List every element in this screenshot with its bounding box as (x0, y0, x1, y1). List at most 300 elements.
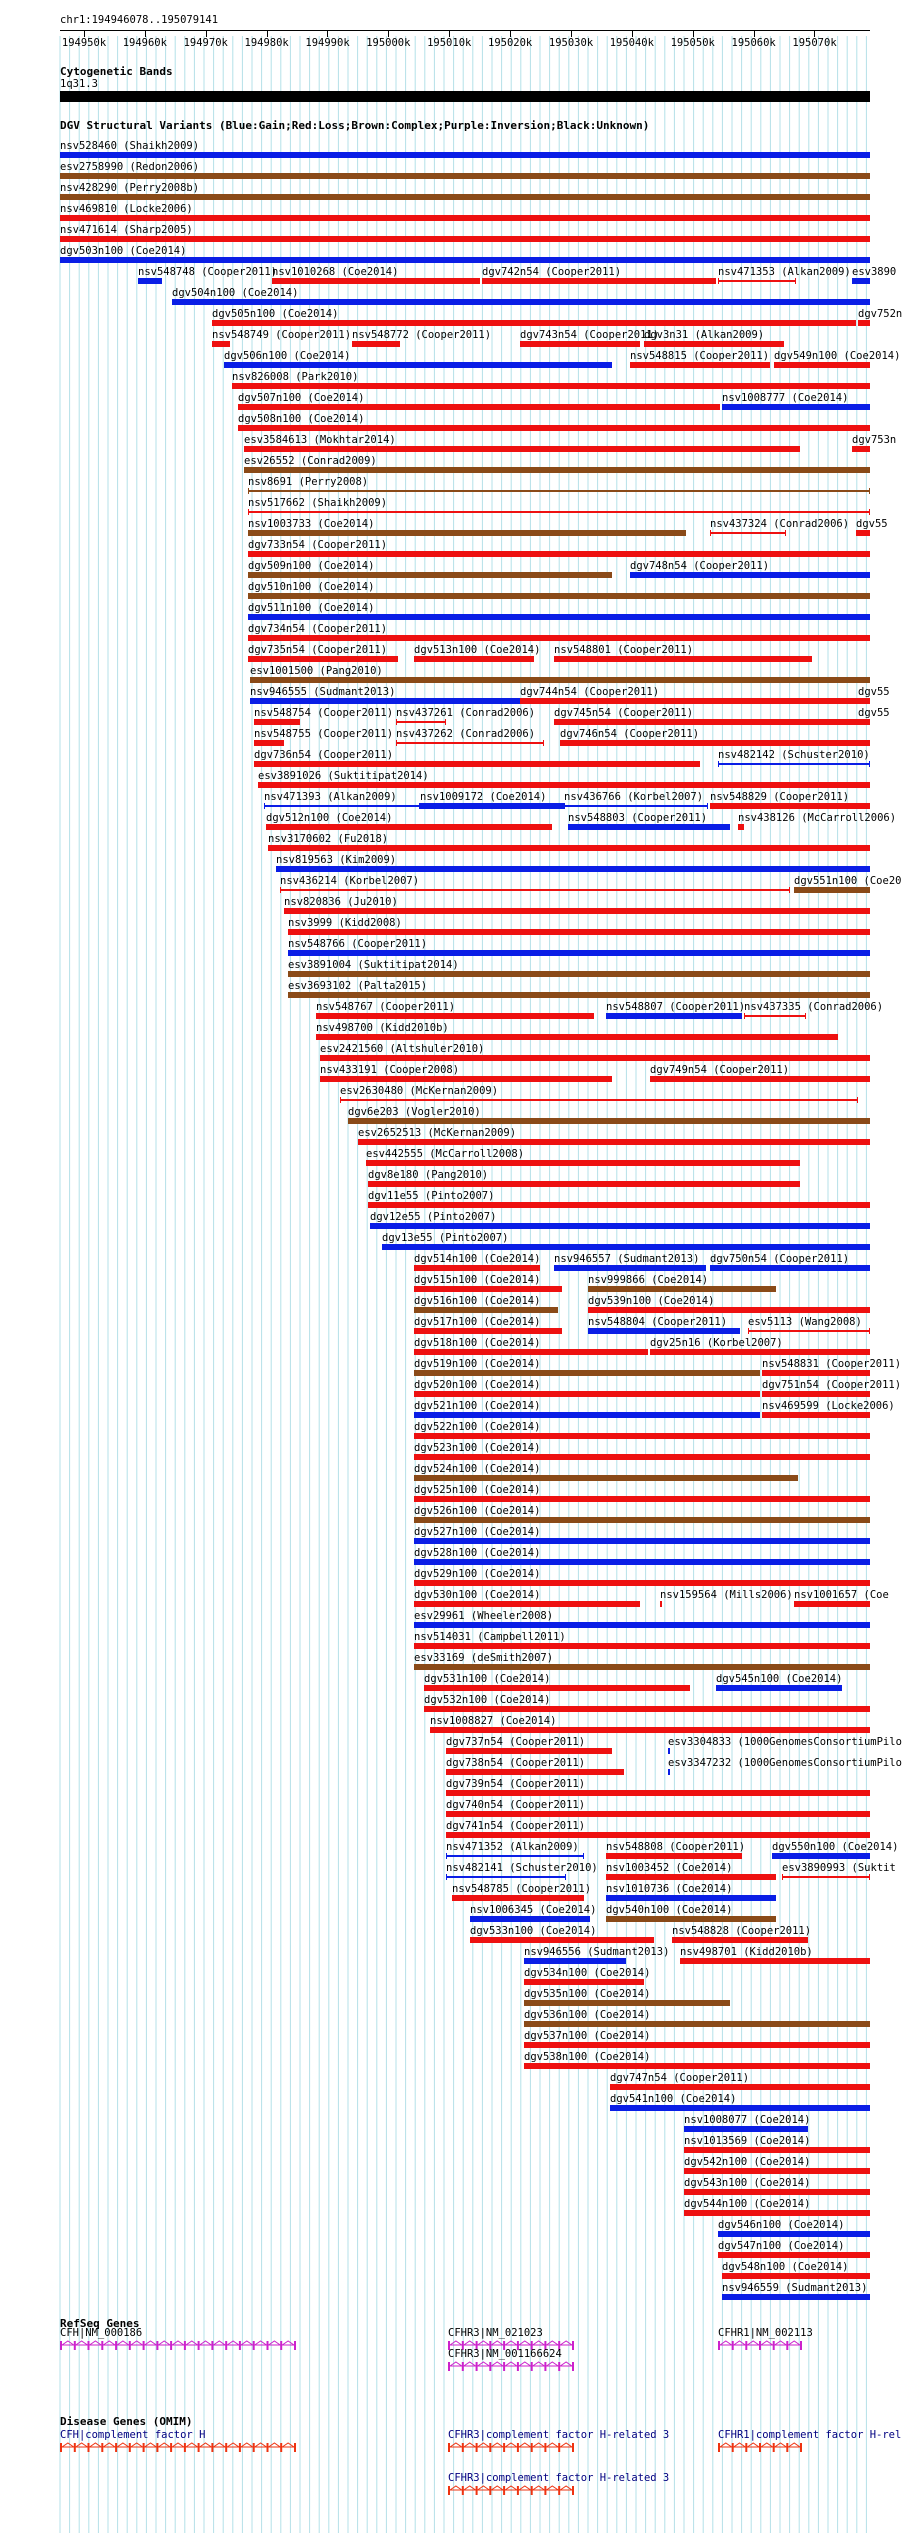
variant-label[interactable]: nsv1008077 (Coe2014) (684, 2114, 811, 2126)
variant-bar[interactable] (606, 1895, 776, 1901)
variant-label[interactable]: nsv436766 (Korbel2007) (564, 791, 704, 803)
variant-label[interactable]: dgv13e55 (Pinto2007) (382, 1232, 509, 1244)
variant-label[interactable]: dgv3n31 (Alkan2009) (644, 329, 765, 341)
variant-label[interactable]: dgv524n100 (Coe2014) (414, 1463, 541, 1475)
variant-bar[interactable] (352, 341, 400, 347)
variant-bar[interactable] (482, 278, 716, 284)
variant-label[interactable]: dgv531n100 (Coe2014) (424, 1673, 551, 1685)
variant-label[interactable]: dgv742n54 (Cooper2011) (482, 266, 622, 278)
variant-bar[interactable] (414, 1580, 870, 1586)
variant-bar[interactable] (722, 2294, 870, 2300)
variant-bar[interactable] (520, 698, 870, 704)
variant-label[interactable]: nsv428290 (Perry2008b) (60, 182, 200, 194)
variant-bar[interactable] (414, 1622, 870, 1628)
variant-label[interactable]: nsv946556 (Sudmant2013) (524, 1946, 670, 1958)
variant-bar[interactable] (568, 824, 730, 830)
variant-label[interactable]: esv2421560 (Altshuler2010) (320, 1043, 485, 1055)
variant-label[interactable]: dgv741n54 (Cooper2011) (446, 1820, 586, 1832)
variant-label[interactable]: dgv512n100 (Coe2014) (266, 812, 393, 824)
variant-bar[interactable] (414, 1307, 558, 1313)
variant-bar[interactable] (856, 530, 870, 536)
variant-label[interactable]: dgv535n100 (Coe2014) (524, 1988, 651, 2000)
variant-label[interactable]: nsv548828 (Cooper2011) (672, 1925, 812, 1937)
omim-gene-model[interactable] (60, 2442, 296, 2454)
variant-label[interactable]: nsv548749 (Cooper2011) (212, 329, 352, 341)
variant-bar[interactable] (414, 1538, 870, 1544)
variant-bar[interactable] (684, 2210, 870, 2216)
variant-bar[interactable] (358, 1139, 870, 1145)
variant-label[interactable]: nsv548808 (Cooper2011) (606, 1841, 746, 1853)
variant-bar[interactable] (248, 614, 870, 620)
variant-bar[interactable] (172, 299, 870, 305)
variant-label[interactable]: dgv734n54 (Cooper2011) (248, 623, 388, 635)
variant-bar[interactable] (718, 280, 796, 282)
variant-bar[interactable] (276, 866, 870, 872)
variant-bar[interactable] (774, 362, 870, 368)
variant-bar[interactable] (718, 2252, 870, 2258)
variant-bar[interactable] (414, 1265, 540, 1271)
variant-label[interactable]: dgv546n100 (Coe2014) (718, 2219, 845, 2231)
variant-bar[interactable] (340, 1099, 858, 1101)
variant-bar[interactable] (762, 1391, 870, 1397)
variant-bar[interactable] (248, 635, 870, 641)
variant-label[interactable]: dgv12e55 (Pinto2007) (370, 1211, 497, 1223)
variant-bar[interactable] (268, 845, 870, 851)
variant-bar[interactable] (248, 490, 870, 492)
variant-label[interactable]: nsv437324 (Conrad2006) (710, 518, 850, 530)
variant-bar[interactable] (588, 1286, 776, 1292)
variant-label[interactable]: dgv538n100 (Coe2014) (524, 2051, 651, 2063)
variant-label[interactable]: dgv55 (858, 707, 890, 719)
variant-label[interactable]: dgv506n100 (Coe2014) (224, 350, 351, 362)
variant-label[interactable]: esv2630480 (McKernan2009) (340, 1085, 499, 1097)
variant-bar[interactable] (254, 761, 700, 767)
variant-label[interactable]: dgv547n100 (Coe2014) (718, 2240, 845, 2252)
variant-label[interactable]: dgv747n54 (Cooper2011) (610, 2072, 750, 2084)
variant-bar[interactable] (554, 656, 812, 662)
variant-bar[interactable] (414, 1454, 870, 1460)
variant-bar[interactable] (858, 698, 870, 704)
variant-label[interactable]: dgv515n100 (Coe2014) (414, 1274, 541, 1286)
variant-bar[interactable] (368, 1202, 870, 1208)
variant-label[interactable]: dgv738n54 (Cooper2011) (446, 1757, 586, 1769)
variant-bar[interactable] (446, 1748, 612, 1754)
variant-label[interactable]: dgv514n100 (Coe2014) (414, 1253, 541, 1265)
variant-bar[interactable] (258, 782, 870, 788)
variant-label[interactable]: dgv55 (858, 686, 890, 698)
variant-bar[interactable] (424, 1685, 690, 1691)
variant-bar[interactable] (446, 1876, 566, 1878)
variant-label[interactable]: esv33169 (deSmith2007) (414, 1652, 554, 1664)
variant-label[interactable]: dgv739n54 (Cooper2011) (446, 1778, 586, 1790)
variant-label[interactable]: dgv508n100 (Coe2014) (238, 413, 365, 425)
variant-bar[interactable] (238, 404, 720, 410)
variant-bar[interactable] (248, 593, 870, 599)
variant-label[interactable]: dgv25n16 (Korbel2007) (650, 1337, 783, 1349)
variant-label[interactable]: nsv471353 (Alkan2009) (718, 266, 851, 278)
variant-bar[interactable] (264, 805, 420, 807)
variant-label[interactable]: dgv539n100 (Coe2014) (588, 1295, 715, 1307)
variant-label[interactable]: nsv3170602 (Fu2018) (268, 833, 389, 845)
variant-bar[interactable] (212, 320, 856, 326)
variant-bar[interactable] (446, 1855, 584, 1857)
variant-label[interactable]: dgv525n100 (Coe2014) (414, 1484, 541, 1496)
variant-bar[interactable] (470, 1937, 654, 1943)
variant-label[interactable]: nsv548755 (Cooper2011) (254, 728, 394, 740)
variant-bar[interactable] (250, 677, 870, 683)
variant-bar[interactable] (852, 446, 870, 452)
variant-label[interactable]: dgv549n100 (Coe2014) (774, 350, 901, 362)
omim-gene-model[interactable] (718, 2442, 802, 2454)
variant-label[interactable]: nsv3999 (Kidd2008) (288, 917, 402, 929)
variant-label[interactable]: dgv548n100 (Coe2014) (722, 2261, 849, 2273)
variant-bar[interactable] (212, 341, 230, 347)
variant-label[interactable]: nsv1009172 (Coe2014) (420, 791, 547, 803)
variant-label[interactable]: nsv819563 (Kim2009) (276, 854, 397, 866)
omim-gene-model[interactable] (448, 2442, 574, 2454)
variant-bar[interactable] (414, 1559, 870, 1565)
variant-bar[interactable] (250, 698, 520, 704)
variant-bar[interactable] (254, 719, 300, 725)
variant-bar[interactable] (794, 1601, 870, 1607)
variant-bar[interactable] (320, 1076, 612, 1082)
variant-label[interactable]: nsv437261 (Conrad2006) (396, 707, 536, 719)
variant-label[interactable]: dgv530n100 (Coe2014) (414, 1589, 541, 1601)
variant-bar[interactable] (348, 1118, 870, 1124)
variant-label[interactable]: dgv752n (858, 308, 902, 320)
variant-bar[interactable] (762, 1370, 870, 1376)
variant-label[interactable]: esv3890993 (Suktit (782, 1862, 896, 1874)
variant-bar[interactable] (610, 2084, 870, 2090)
variant-label[interactable]: dgv55 (856, 518, 888, 530)
variant-label[interactable]: dgv753n (852, 434, 897, 446)
variant-label[interactable]: dgv743n54 (Cooper2011) (520, 329, 660, 341)
variant-bar[interactable] (138, 278, 162, 284)
variant-bar[interactable] (610, 2105, 870, 2111)
variant-label[interactable]: dgv523n100 (Coe2014) (414, 1442, 541, 1454)
variant-bar[interactable] (232, 383, 870, 389)
variant-bar[interactable] (716, 1685, 842, 1691)
variant-bar[interactable] (60, 257, 870, 263)
variant-label[interactable]: dgv529n100 (Coe2014) (414, 1568, 541, 1580)
variant-label[interactable]: nsv1010268 (Coe2014) (272, 266, 399, 278)
variant-bar[interactable] (414, 1328, 562, 1334)
variant-bar[interactable] (710, 803, 870, 809)
variant-label[interactable]: nsv1006345 (Coe2014) (470, 1904, 597, 1916)
variant-bar[interactable] (396, 721, 446, 723)
variant-bar[interactable] (524, 2063, 870, 2069)
variant-label[interactable]: esv2652513 (McKernan2009) (358, 1127, 517, 1139)
variant-bar[interactable] (320, 1055, 870, 1061)
variant-bar[interactable] (680, 1958, 870, 1964)
variant-bar[interactable] (554, 719, 870, 725)
variant-bar[interactable] (280, 889, 790, 891)
variant-bar[interactable] (772, 1853, 870, 1859)
variant-label[interactable]: dgv543n100 (Coe2014) (684, 2177, 811, 2189)
variant-bar[interactable] (630, 362, 770, 368)
variant-bar[interactable] (858, 320, 870, 326)
variant-label[interactable]: dgv520n100 (Coe2014) (414, 1379, 541, 1391)
variant-bar[interactable] (272, 278, 480, 284)
variant-bar[interactable] (396, 742, 544, 744)
variant-label[interactable]: esv3584613 (Mokhtar2014) (244, 434, 396, 446)
variant-bar[interactable] (238, 425, 870, 431)
variant-label[interactable]: dgv507n100 (Coe2014) (238, 392, 365, 404)
variant-bar[interactable] (446, 1811, 870, 1817)
variant-label[interactable]: nsv548815 (Cooper2011) (630, 350, 770, 362)
variant-label[interactable]: nsv482142 (Schuster2010) (718, 749, 870, 761)
variant-label[interactable]: dgv527n100 (Coe2014) (414, 1526, 541, 1538)
variant-label[interactable]: nsv498700 (Kidd2010b) (316, 1022, 449, 1034)
variant-label[interactable]: nsv548767 (Cooper2011) (316, 1001, 456, 1013)
variant-label[interactable]: dgv745n54 (Cooper2011) (554, 707, 694, 719)
variant-label[interactable]: dgv505n100 (Coe2014) (212, 308, 339, 320)
refseq-gene-model[interactable] (60, 2340, 296, 2352)
refseq-gene-label[interactable]: CFHR1|NM_002113 (718, 2327, 813, 2339)
variant-bar[interactable] (414, 656, 534, 662)
variant-label[interactable]: nsv548766 (Cooper2011) (288, 938, 428, 950)
variant-label[interactable]: esv3891026 (Suktitipat2014) (258, 770, 429, 782)
variant-bar[interactable] (414, 1433, 870, 1439)
variant-bar[interactable] (452, 1895, 584, 1901)
variant-label[interactable]: nsv548801 (Cooper2011) (554, 644, 694, 656)
variant-label[interactable]: esv2758990 (Redon2006) (60, 161, 200, 173)
variant-label[interactable]: esv1001500 (Pang2010) (250, 665, 383, 677)
variant-bar[interactable] (748, 1330, 870, 1332)
variant-label[interactable]: dgv504n100 (Coe2014) (172, 287, 299, 299)
refseq-gene-model[interactable] (448, 2361, 574, 2373)
variant-label[interactable]: esv26552 (Conrad2009) (244, 455, 377, 467)
variant-bar[interactable] (266, 824, 552, 830)
variant-label[interactable]: nsv946555 (Sudmant2013) (250, 686, 396, 698)
variant-bar[interactable] (60, 215, 870, 221)
variant-bar[interactable] (710, 1265, 870, 1271)
variant-bar[interactable] (288, 992, 870, 998)
variant-label[interactable]: dgv749n54 (Cooper2011) (650, 1064, 790, 1076)
variant-bar[interactable] (852, 278, 870, 284)
variant-bar[interactable] (744, 1015, 806, 1017)
variant-bar[interactable] (60, 194, 870, 200)
variant-label[interactable]: nsv517662 (Shaikh2009) (248, 497, 388, 509)
variant-label[interactable]: dgv540n100 (Coe2014) (606, 1904, 733, 1916)
variant-bar[interactable] (60, 236, 870, 242)
variant-label[interactable]: dgv526n100 (Coe2014) (414, 1505, 541, 1517)
variant-bar[interactable] (710, 532, 786, 534)
variant-label[interactable]: nsv471352 (Alkan2009) (446, 1841, 579, 1853)
variant-label[interactable]: dgv6e203 (Vogler2010) (348, 1106, 481, 1118)
variant-bar[interactable] (248, 572, 612, 578)
variant-label[interactable]: nsv498701 (Kidd2010b) (680, 1946, 813, 1958)
refseq-gene-model[interactable] (718, 2340, 802, 2352)
variant-bar[interactable] (430, 1727, 870, 1733)
variant-label[interactable]: esv3891004 (Suktitipat2014) (288, 959, 459, 971)
variant-bar[interactable] (606, 1013, 742, 1019)
variant-bar[interactable] (668, 1769, 670, 1775)
refseq-gene-label[interactable]: CFH|NM_000186 (60, 2327, 143, 2339)
variant-bar[interactable] (316, 1013, 594, 1019)
variant-bar[interactable] (382, 1244, 870, 1250)
omim-gene-label[interactable]: CFH|complement factor H (60, 2429, 206, 2441)
variant-bar[interactable] (650, 1349, 870, 1355)
variant-label[interactable]: nsv159564 (Mills2006) (660, 1589, 793, 1601)
variant-bar[interactable] (414, 1496, 870, 1502)
variant-bar[interactable] (414, 1664, 870, 1670)
variant-label[interactable]: esv3693102 (Palta2015) (288, 980, 428, 992)
variant-bar[interactable] (650, 1076, 870, 1082)
variant-label[interactable]: nsv548804 (Cooper2011) (588, 1316, 728, 1328)
variant-bar[interactable] (420, 803, 564, 809)
variant-label[interactable]: esv3890 (852, 266, 897, 278)
variant-label[interactable]: dgv744n54 (Cooper2011) (520, 686, 660, 698)
variant-bar[interactable] (414, 1412, 760, 1418)
variant-bar[interactable] (794, 887, 870, 893)
variant-label[interactable]: esv3304833 (1000GenomesConsortiumPilo (668, 1736, 902, 1748)
variant-bar[interactable] (684, 2189, 870, 2195)
variant-label[interactable]: dgv521n100 (Coe2014) (414, 1400, 541, 1412)
variant-label[interactable]: nsv1013569 (Coe2014) (684, 2135, 811, 2147)
variant-label[interactable]: nsv1008777 (Coe2014) (722, 392, 849, 404)
variant-bar[interactable] (446, 1832, 870, 1838)
variant-bar[interactable] (606, 1853, 742, 1859)
variant-bar[interactable] (248, 511, 870, 513)
variant-bar[interactable] (288, 929, 870, 935)
variant-bar[interactable] (60, 173, 870, 179)
variant-label[interactable]: dgv528n100 (Coe2014) (414, 1547, 541, 1559)
variant-bar[interactable] (722, 404, 870, 410)
variant-bar[interactable] (470, 1916, 590, 1922)
variant-label[interactable]: dgv733n54 (Cooper2011) (248, 539, 388, 551)
variant-label[interactable]: dgv522n100 (Coe2014) (414, 1421, 541, 1433)
variant-label[interactable]: nsv8691 (Perry2008) (248, 476, 369, 488)
variant-bar[interactable] (684, 2147, 870, 2153)
variant-label[interactable]: nsv471614 (Sharp2005) (60, 224, 193, 236)
variant-label[interactable]: nsv999866 (Coe2014) (588, 1274, 709, 1286)
variant-label[interactable]: dgv737n54 (Cooper2011) (446, 1736, 586, 1748)
variant-label[interactable]: nsv548748 (Cooper2011) (138, 266, 278, 278)
variant-label[interactable]: nsv528460 (Shaikh2009) (60, 140, 200, 152)
variant-bar[interactable] (644, 341, 784, 347)
variant-label[interactable]: nsv1008827 (Coe2014) (430, 1715, 557, 1727)
variant-bar[interactable] (668, 1748, 670, 1754)
variant-label[interactable]: nsv548772 (Cooper2011) (352, 329, 492, 341)
variant-bar[interactable] (414, 1349, 648, 1355)
variant-bar[interactable] (606, 1874, 776, 1880)
variant-label[interactable]: nsv548831 (Cooper2011) (762, 1358, 902, 1370)
variant-bar[interactable] (560, 740, 870, 746)
variant-label[interactable]: esv3347232 (1000GenomesConsortiumPilo (668, 1757, 902, 1769)
variant-label[interactable]: dgv8e180 (Pang2010) (368, 1169, 489, 1181)
variant-label[interactable]: dgv541n100 (Coe2014) (610, 2093, 737, 2105)
variant-label[interactable]: dgv544n100 (Coe2014) (684, 2198, 811, 2210)
omim-gene-label[interactable]: CFHR3|complement factor H-related 3 (448, 2429, 670, 2441)
variant-bar[interactable] (722, 2273, 870, 2279)
variant-bar[interactable] (446, 1790, 870, 1796)
variant-bar[interactable] (446, 1769, 624, 1775)
variant-label[interactable]: dgv518n100 (Coe2014) (414, 1337, 541, 1349)
variant-label[interactable]: nsv433191 (Cooper2008) (320, 1064, 460, 1076)
variant-label[interactable]: nsv436214 (Korbel2007) (280, 875, 420, 887)
variant-bar[interactable] (564, 805, 708, 807)
variant-bar[interactable] (414, 1643, 870, 1649)
variant-label[interactable]: nsv469810 (Locke2006) (60, 203, 193, 215)
variant-label[interactable]: nsv548785 (Cooper2011) (452, 1883, 592, 1895)
variant-label[interactable]: esv5113 (Wang2008) (748, 1316, 862, 1328)
variant-label[interactable]: dgv751n54 (Cooper2011) (762, 1379, 902, 1391)
variant-label[interactable]: dgv517n100 (Coe2014) (414, 1316, 541, 1328)
refseq-gene-label[interactable]: CFHR3|NM_021023 (448, 2327, 543, 2339)
variant-bar[interactable] (368, 1181, 800, 1187)
variant-label[interactable]: nsv482141 (Schuster2010) (446, 1862, 598, 1874)
variant-bar[interactable] (414, 1391, 760, 1397)
variant-label[interactable]: dgv511n100 (Coe2014) (248, 602, 375, 614)
variant-label[interactable]: nsv548807 (Cooper2011) (606, 1001, 746, 1013)
variant-bar[interactable] (414, 1286, 562, 1292)
variant-label[interactable]: dgv536n100 (Coe2014) (524, 2009, 651, 2021)
variant-label[interactable]: dgv510n100 (Coe2014) (248, 581, 375, 593)
variant-label[interactable]: nsv548829 (Cooper2011) (710, 791, 850, 803)
variant-bar[interactable] (248, 656, 398, 662)
variant-label[interactable]: dgv750n54 (Cooper2011) (710, 1253, 850, 1265)
variant-bar[interactable] (414, 1517, 870, 1523)
variant-label[interactable]: dgv519n100 (Coe2014) (414, 1358, 541, 1370)
variant-label[interactable]: nsv469599 (Locke2006) (762, 1400, 895, 1412)
variant-bar[interactable] (738, 824, 744, 830)
variant-label[interactable]: dgv509n100 (Coe2014) (248, 560, 375, 572)
variant-label[interactable]: dgv740n54 (Cooper2011) (446, 1799, 586, 1811)
variant-label[interactable]: dgv550n100 (Coe2014) (772, 1841, 899, 1853)
variant-bar[interactable] (366, 1160, 800, 1166)
variant-bar[interactable] (782, 1876, 870, 1878)
variant-bar[interactable] (316, 1034, 838, 1040)
variant-label[interactable]: nsv438126 (McCarroll2006) (738, 812, 897, 824)
variant-bar[interactable] (554, 1265, 706, 1271)
variant-label[interactable]: dgv533n100 (Coe2014) (470, 1925, 597, 1937)
variant-label[interactable]: dgv516n100 (Coe2014) (414, 1295, 541, 1307)
variant-label[interactable]: dgv746n54 (Cooper2011) (560, 728, 700, 740)
variant-bar[interactable] (660, 1601, 662, 1607)
variant-label[interactable]: nsv1003733 (Coe2014) (248, 518, 375, 530)
variant-label[interactable]: nsv946557 (Sudmant2013) (554, 1253, 700, 1265)
omim-gene-model[interactable] (448, 2485, 574, 2497)
variant-label[interactable]: dgv532n100 (Coe2014) (424, 1694, 551, 1706)
variant-label[interactable]: dgv748n54 (Cooper2011) (630, 560, 770, 572)
variant-label[interactable]: nsv826008 (Park2010) (232, 371, 359, 383)
variant-label[interactable]: nsv437335 (Conrad2006) (744, 1001, 884, 1013)
variant-bar[interactable] (684, 2168, 870, 2174)
omim-gene-label[interactable]: CFHR3|complement factor H-related 3 (448, 2472, 670, 2484)
variant-bar[interactable] (414, 1475, 798, 1481)
variant-bar[interactable] (414, 1601, 640, 1607)
variant-label[interactable]: nsv514031 (Campbell2011) (414, 1631, 566, 1643)
variant-bar[interactable] (524, 2042, 870, 2048)
variant-bar[interactable] (524, 1979, 644, 1985)
variant-bar[interactable] (254, 740, 284, 746)
variant-label[interactable]: nsv1010736 (Coe2014) (606, 1883, 733, 1895)
variant-bar[interactable] (284, 908, 870, 914)
variant-bar[interactable] (520, 341, 640, 347)
variant-bar[interactable] (524, 2000, 730, 2006)
variant-bar[interactable] (524, 2021, 870, 2027)
variant-label[interactable]: dgv513n100 (Coe2014) (414, 644, 541, 656)
variant-label[interactable]: nsv471393 (Alkan2009) (264, 791, 397, 803)
variant-label[interactable]: dgv542n100 (Coe2014) (684, 2156, 811, 2168)
variant-bar[interactable] (588, 1307, 870, 1313)
variant-bar[interactable] (224, 362, 612, 368)
variant-bar[interactable] (718, 2231, 870, 2237)
refseq-gene-label[interactable]: CFHR3|NM_001166624 (448, 2348, 562, 2360)
variant-label[interactable]: nsv437262 (Conrad2006) (396, 728, 536, 740)
variant-bar[interactable] (248, 551, 870, 557)
